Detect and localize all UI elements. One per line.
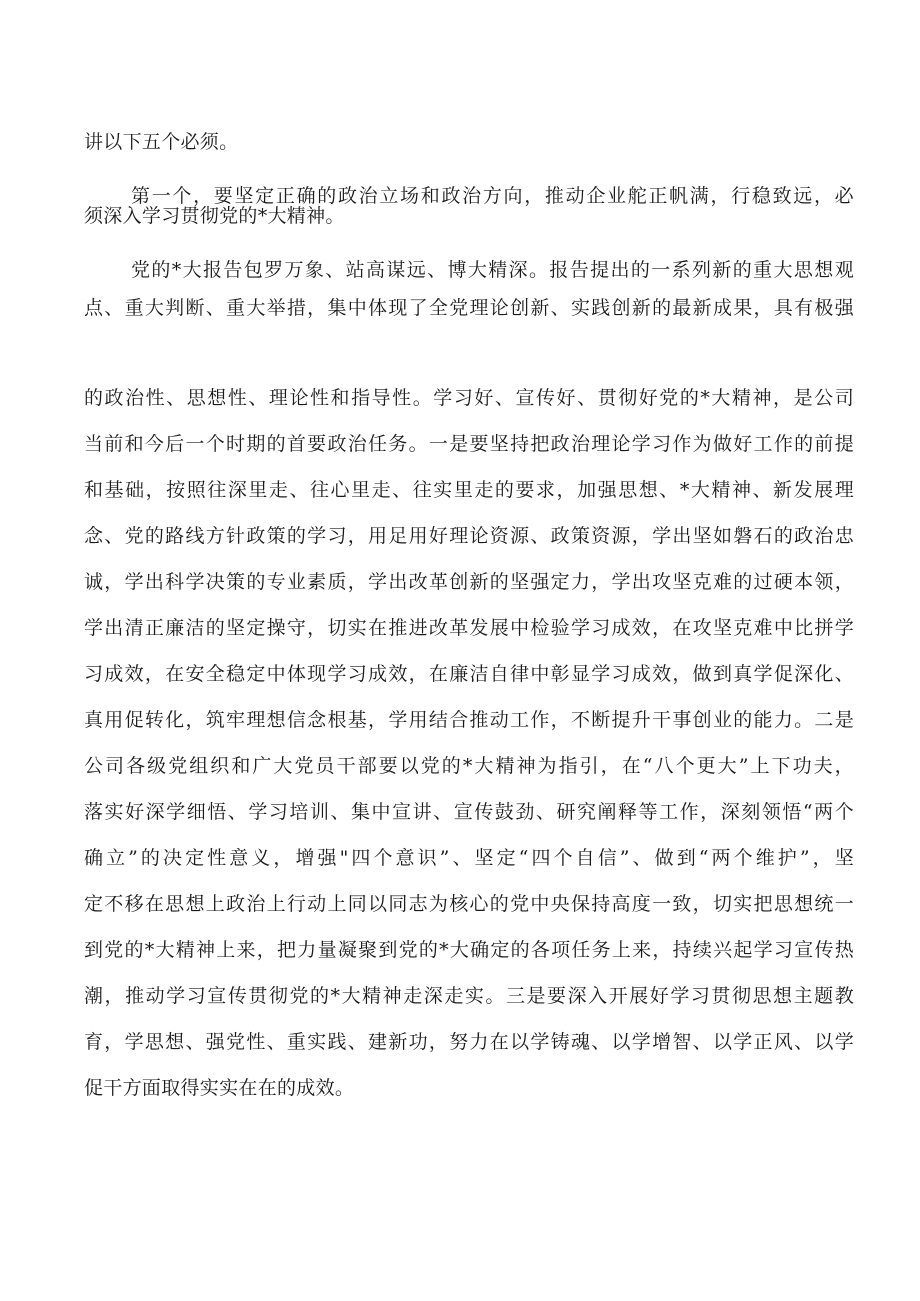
paragraph-line: 念、党的路线方针政策的学习，用足用好理论资源、政策资源，学出坚如磐石的政治忠 bbox=[84, 525, 854, 547]
paragraph-line: 讲以下五个必须。 bbox=[84, 131, 239, 153]
paragraph-line: 第一个，要坚定正确的政治立场和政治方向，推动企业舵正帆满，行稳致远，必 bbox=[131, 185, 854, 207]
paragraph-line: 诚，学出科学决策的专业素质，学出改革创新的坚强定力，学出攻坚克难的过硬本领， bbox=[84, 571, 854, 593]
paragraph-line: 须深入学习贯彻党的*大精神。 bbox=[84, 205, 345, 227]
paragraph-line: 确立”的决定性意义，增强"四个意识”、坚定“四个自信”、做到“两个维护”，坚 bbox=[84, 847, 854, 869]
paragraph-line: 党的*大报告包罗万象、站高谋远、博大精深。报告提出的一系列新的重大思想观 bbox=[131, 259, 854, 281]
paragraph-line: 到党的*大精神上来，把力量凝聚到党的*大确定的各项任务上来，持续兴起学习宣传热 bbox=[84, 939, 854, 961]
paragraph-line: 定不移在思想上政治上行动上同以同志为核心的党中央保持高度一致，切实把思想统一 bbox=[84, 893, 854, 915]
paragraph-line: 公司各级党组织和广大党员干部要以党的*大精神为指引，在“八个更大”上下功夫， bbox=[84, 755, 854, 777]
paragraph-line: 育，学思想、强党性、重实践、建新功，努力在以学铸魂、以学增智、以学正风、以学 bbox=[84, 1031, 854, 1053]
paragraph-line: 促干方面取得实实在在的成效。 bbox=[84, 1077, 355, 1099]
paragraph-line: 潮，推动学习宣传贯彻党的*大精神走深走实。三是要深入开展好学习贯彻思想主题教 bbox=[84, 985, 854, 1007]
paragraph-line: 落实好深学细悟、学习培训、集中宣讲、宣传鼓劲、研究阐释等工作，深刻领悟“两个 bbox=[84, 801, 854, 823]
paragraph-line: 和基础，按照往深里走、往心里走、往实里走的要求，加强思想、*大精神、新发展理 bbox=[84, 479, 854, 501]
paragraph-line: 点、重大判断、重大举措，集中体现了全党理论创新、实践创新的最新成果，具有极强 bbox=[84, 297, 854, 319]
paragraph-line: 的政治性、思想性、理论性和指导性。学习好、宣传好、贯彻好党的*大精神，是公司 bbox=[84, 387, 854, 409]
paragraph-line: 学出清正廉洁的坚定操守，切实在推进改革发展中检验学习成效，在攻坚克难中比拼学 bbox=[84, 617, 854, 639]
paragraph-line: 习成效，在安全稳定中体现学习成效，在廉洁自律中彰显学习成效，做到真学促深化、 bbox=[84, 663, 854, 685]
paragraph-line: 真用促转化，筑牢理想信念根基，学用结合推动工作，不断提升干事创业的能力。二是 bbox=[84, 709, 854, 731]
paragraph-line: 当前和今后一个时期的首要政治任务。一是要坚持把政治理论学习作为做好工作的前提 bbox=[84, 433, 854, 455]
